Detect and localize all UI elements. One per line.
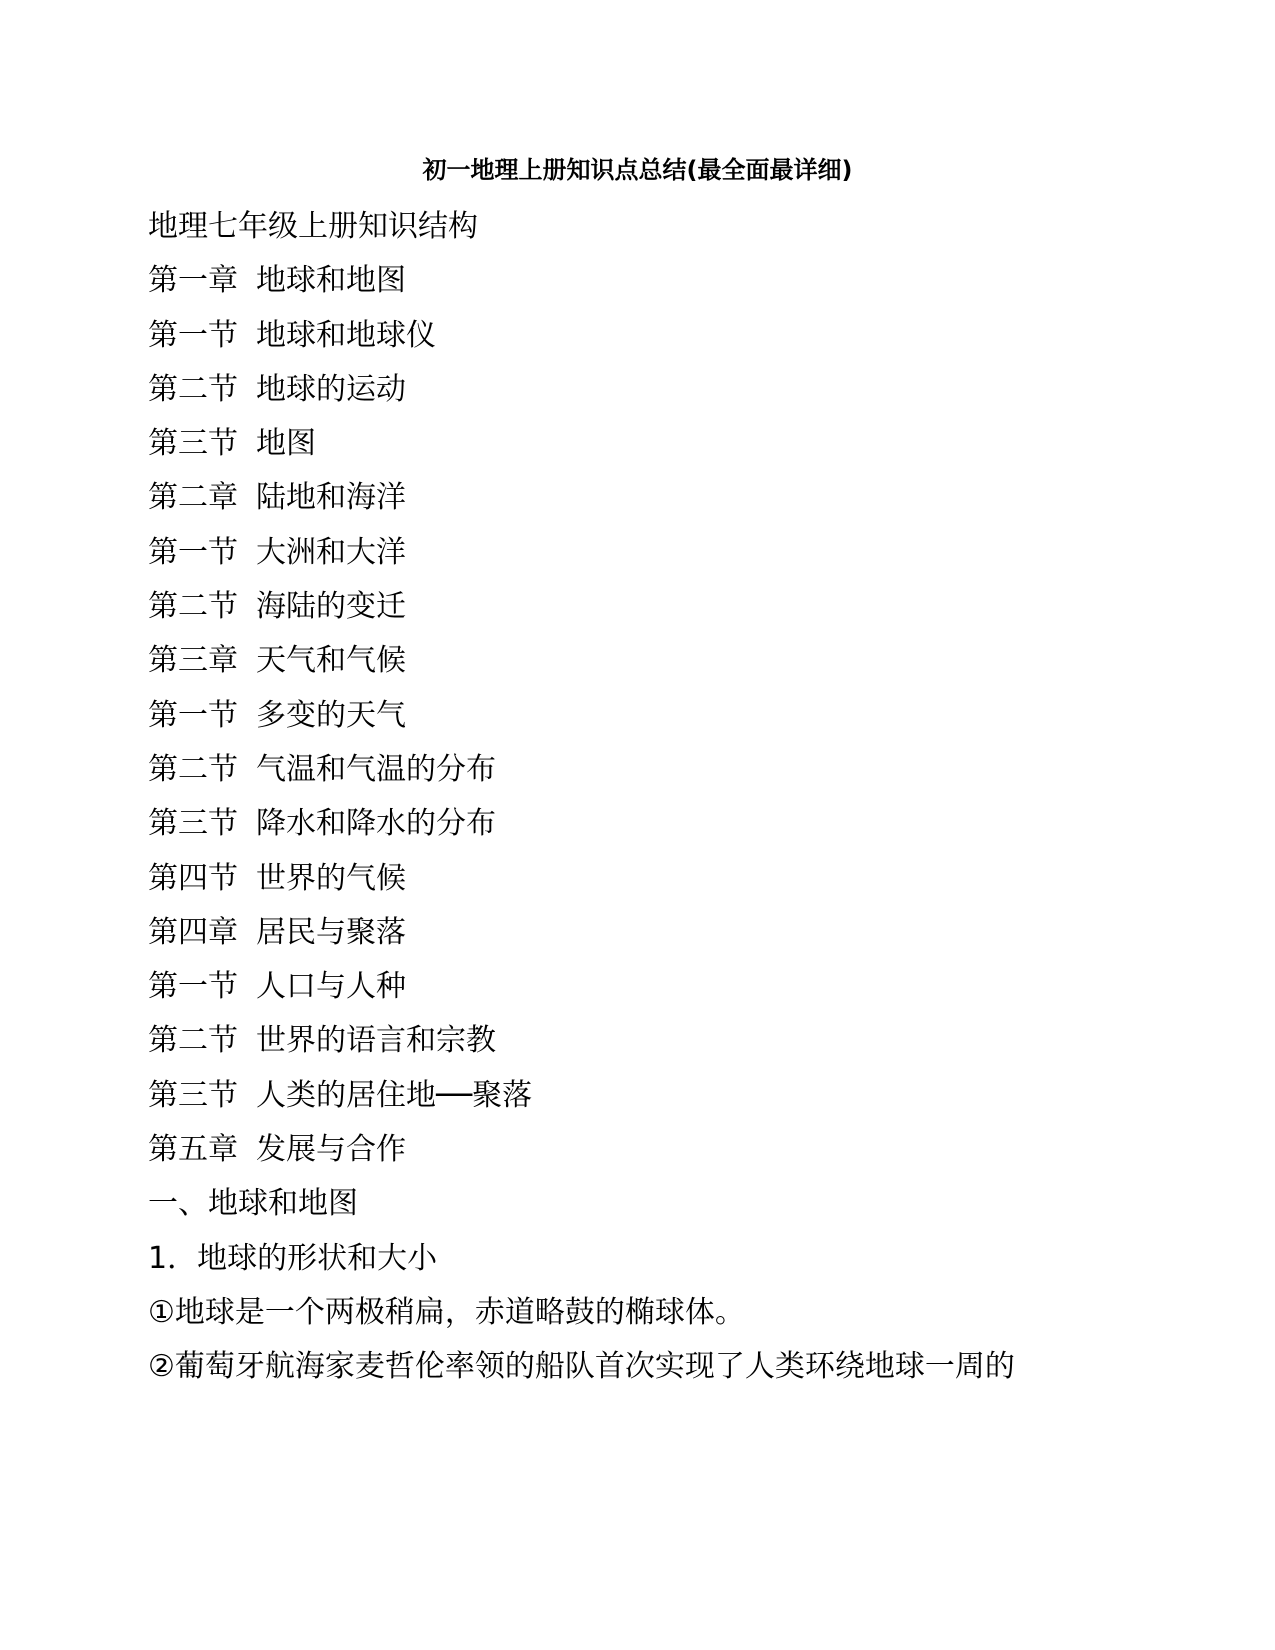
line-text: 人类的居住地──聚落 <box>256 1077 533 1113</box>
line-text: 地球和地球仪 <box>256 317 436 353</box>
structure-heading <box>148 200 1148 254</box>
section-line <box>148 797 1148 851</box>
subsection-heading <box>148 1232 1148 1286</box>
line-text: 降水和降水的分布 <box>256 806 496 842</box>
line-text: 1．地球的形状和大小 <box>148 1240 438 1276</box>
line-label: 第一节 <box>148 317 238 353</box>
line-text: ①地球是一个两极稍扁，赤道略鼓的椭球体。 <box>148 1294 745 1330</box>
document-body <box>148 200 1148 1395</box>
line-label: 第二节 <box>148 589 238 625</box>
line-label: 第一节 <box>148 969 238 1005</box>
line-text: 人口与人种 <box>256 969 406 1005</box>
line-text: 世界的语言和宗教 <box>256 1023 496 1059</box>
line-text: 居民与聚落 <box>256 914 406 950</box>
section-line <box>148 309 1148 363</box>
line-label: 第四章 <box>148 914 238 950</box>
section-line <box>148 580 1148 634</box>
line-text: 世界的气候 <box>256 860 406 896</box>
line-text: 地理七年级上册知识结构 <box>148 209 478 244</box>
line-label: 第二节 <box>148 1023 238 1059</box>
chapter-line <box>148 634 1148 688</box>
section-line <box>148 1014 1148 1068</box>
section-line <box>148 417 1148 471</box>
section-line <box>148 363 1148 417</box>
line-text: 地图 <box>256 426 316 462</box>
section-line <box>148 526 1148 580</box>
chapter-line <box>148 1123 1148 1177</box>
chapter-line <box>148 254 1148 308</box>
line-text: 地球和地图 <box>256 263 406 299</box>
line-label: 第一章 <box>148 263 238 299</box>
line-label: 第一节 <box>148 697 238 733</box>
line-label: 第五章 <box>148 1132 238 1168</box>
line-label: 第四节 <box>148 860 238 896</box>
document-title: 初一地理上册知识点总结(最全面最详细) <box>422 156 853 184</box>
section-line <box>148 852 1148 906</box>
line-label: 第三节 <box>148 1077 238 1113</box>
line-label: 第二节 <box>148 751 238 787</box>
line-text: ②葡萄牙航海家麦哲伦率领的船队首次实现了人类环绕地球一周的 <box>148 1349 1015 1385</box>
line-text: 海陆的变迁 <box>256 589 406 625</box>
line-label: 第三节 <box>148 426 238 462</box>
line-text: 陆地和海洋 <box>256 480 406 516</box>
section-line <box>148 960 1148 1014</box>
line-text: 气温和气温的分布 <box>256 751 496 787</box>
chapter-line <box>148 471 1148 525</box>
line-text: 地球的运动 <box>256 371 406 407</box>
line-label: 第二章 <box>148 480 238 516</box>
section-line <box>148 743 1148 797</box>
section-line <box>148 1069 1148 1123</box>
line-text: 多变的天气 <box>256 697 406 733</box>
paragraph-line <box>148 1286 1148 1340</box>
part-heading <box>148 1177 1148 1231</box>
line-text: 发展与合作 <box>256 1132 406 1168</box>
line-label: 第一节 <box>148 534 238 570</box>
line-text: 一、地球和地图 <box>148 1186 358 1222</box>
line-label: 第三章 <box>148 643 238 679</box>
line-label: 第二节 <box>148 371 238 407</box>
section-line <box>148 689 1148 743</box>
chapter-line <box>148 906 1148 960</box>
line-text: 天气和气候 <box>256 643 406 679</box>
line-label: 第三节 <box>148 806 238 842</box>
line-text: 大洲和大洋 <box>256 534 406 570</box>
paragraph-line <box>148 1340 1148 1394</box>
